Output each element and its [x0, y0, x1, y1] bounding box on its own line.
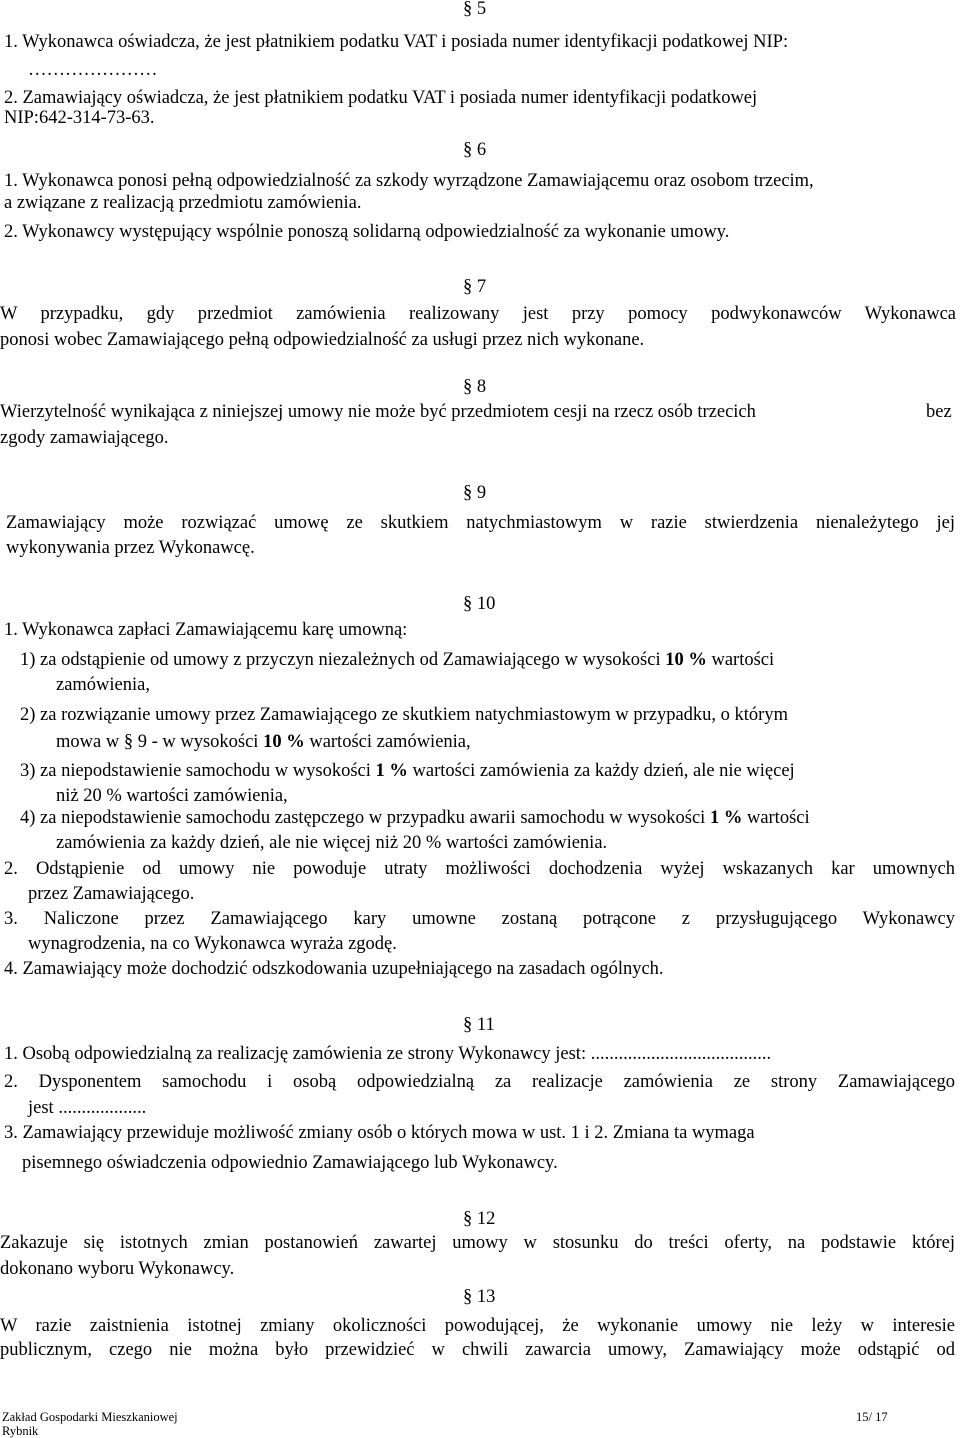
section-6-line-1: 1. Wykonawca ponosi pełną odpowiedzialność za szkody wyrządzone Zamawiającemu oraz osobom trzecim, — [4, 171, 814, 191]
section-13-heading: § 13 — [463, 1287, 496, 1307]
section-10-para-2-line-2: przez Zamawiającego. — [28, 884, 195, 904]
section-11-line-2: 2. Dysponentem samochodu i osobą odpowiedzialną za realizacje zamówienia ze strony Zamawiającego — [4, 1072, 955, 1092]
section-8-line-1: Wierzytelność wynikająca z niniejszej umowy nie może być przedmiotem cesji na rzecz osób trzecich — [0, 402, 756, 422]
section-10-item-2-line-2: mowa w § 9 - w wysokości 10 % wartości zamówienia, — [56, 732, 471, 752]
section-10-item-4-line-1: 4) za niepodstawienie samochodu zastępczego w przypadku awarii samochodu w wysokości 1 % wartości — [20, 808, 810, 828]
section-10-item-4-line-2: zamówienia za każdy dzień, ale nie więcej niż 20 % wartości zamówienia. — [56, 833, 608, 853]
footer-page-number: 15/ 17 — [856, 1410, 888, 1424]
section-10-para-2-line-1: 2. Odstąpienie od umowy nie powoduje utraty możliwości dochodzenia wyżej wskazanych kar umownych — [4, 859, 955, 879]
section-12-line-1: Zakazuje się istotnych zmian postanowień zawartej umowy w stosunku do treści oferty, na podstawie której — [0, 1233, 955, 1253]
section-13-line-1: W razie zaistnienia istotnej zmiany okoliczności powodującej, że wykonanie umowy nie leży w interesie — [0, 1316, 955, 1336]
section-6-line-2: a związane z realizacją przedmiotu zamówienia. — [4, 193, 362, 213]
section-11-line-5: pisemnego oświadczenia odpowiednio Zamawiającego lub Wykonawcy. — [22, 1153, 558, 1173]
section-10-intro: 1. Wykonawca zapłaci Zamawiającemu karę umowną: — [4, 620, 408, 640]
section-5-line-3: 2. Zamawiający oświadcza, że jest płatnikiem podatku VAT i posiada numer identyfikacji podatkowej — [4, 88, 758, 108]
section-8-line-2: zgody zamawiającego. — [0, 428, 169, 448]
section-7-line-1: W przypadku, gdy przedmiot zamówienia realizowany jest przy pomocy podwykonawców Wykonawca — [0, 304, 956, 324]
section-6-heading: § 6 — [463, 140, 487, 160]
section-11-heading: § 11 — [463, 1015, 495, 1035]
footer-city: Rybnik — [2, 1424, 39, 1438]
section-10-item-2-line-1: 2) za rozwiązanie umowy przez Zamawiającego ze skutkiem natychmiastowym w przypadku, o którym — [20, 705, 788, 725]
section-11-line-1: 1. Osobą odpowiedzialną za realizację zamówienia ze strony Wykonawcy jest: ....................................... — [4, 1044, 772, 1064]
section-5-line-4: NIP:642-314-73-63. — [4, 108, 155, 128]
section-12-line-2: dokonano wyboru Wykonawcy. — [0, 1259, 235, 1279]
section-5-line-2: ………………… — [28, 60, 158, 80]
section-11-line-4: 3. Zamawiający przewiduje możliwość zmiany osób o których mowa w ust. 1 i 2. Zmiana ta wymaga — [4, 1123, 755, 1143]
section-12-heading: § 12 — [463, 1209, 496, 1229]
section-8-heading: § 8 — [463, 377, 487, 397]
section-9-line-2: wykonywania przez Wykonawcę. — [6, 538, 255, 558]
section-6-line-3: 2. Wykonawcy występujący wspólnie ponoszą solidarną odpowiedzialność za wykonanie umowy. — [4, 222, 730, 242]
section-5-heading: § 5 — [463, 0, 487, 19]
section-7-line-2: ponosi wobec Zamawiającego pełną odpowiedzialność za usługi przez nich wykonane. — [0, 330, 645, 350]
section-10-para-4: 4. Zamawiający może dochodzić odszkodowania uzupełniającego na zasadach ogólnych. — [4, 959, 664, 979]
section-10-item-3-line-2: niż 20 % wartości zamówienia, — [56, 786, 288, 806]
footer-organization: Zakład Gospodarki Mieszkaniowej — [2, 1410, 178, 1424]
section-13-line-2: publicznym, czego nie można było przewidzieć w chwili zawarcia umowy, Zamawiający może odstąpić od — [0, 1340, 955, 1360]
section-9-line-1: Zamawiający może rozwiązać umowę ze skutkiem natychmiastowym w razie stwierdzenia nienależytego jej — [6, 513, 955, 533]
section-10-heading: § 10 — [463, 594, 496, 614]
section-9-heading: § 9 — [463, 483, 487, 503]
section-7-heading: § 7 — [463, 277, 487, 297]
section-10-item-1-line-2: zamówienia, — [56, 675, 150, 695]
section-10-item-3-line-1: 3) za niepodstawienie samochodu w wysokości 1 % wartości zamówienia za każdy dzień, ale nie więcej — [20, 761, 795, 781]
section-8-line-1-end: bez — [926, 402, 952, 422]
section-11-line-3: jest ................... — [28, 1098, 147, 1118]
section-10-para-3-line-2: wynagrodzenia, na co Wykonawca wyraża zgodę. — [28, 934, 397, 954]
section-5-line-1: 1. Wykonawca oświadcza, że jest płatnikiem podatku VAT i posiada numer identyfikacji podatkowej NIP: — [4, 32, 789, 52]
section-10-item-1-line-1: 1) za odstąpienie od umowy z przyczyn niezależnych od Zamawiającego w wysokości 10 % wartości — [20, 650, 775, 670]
section-10-para-3-line-1: 3. Naliczone przez Zamawiającego kary umowne zostaną potrącone z przysługującego Wykonawcy — [4, 909, 955, 929]
